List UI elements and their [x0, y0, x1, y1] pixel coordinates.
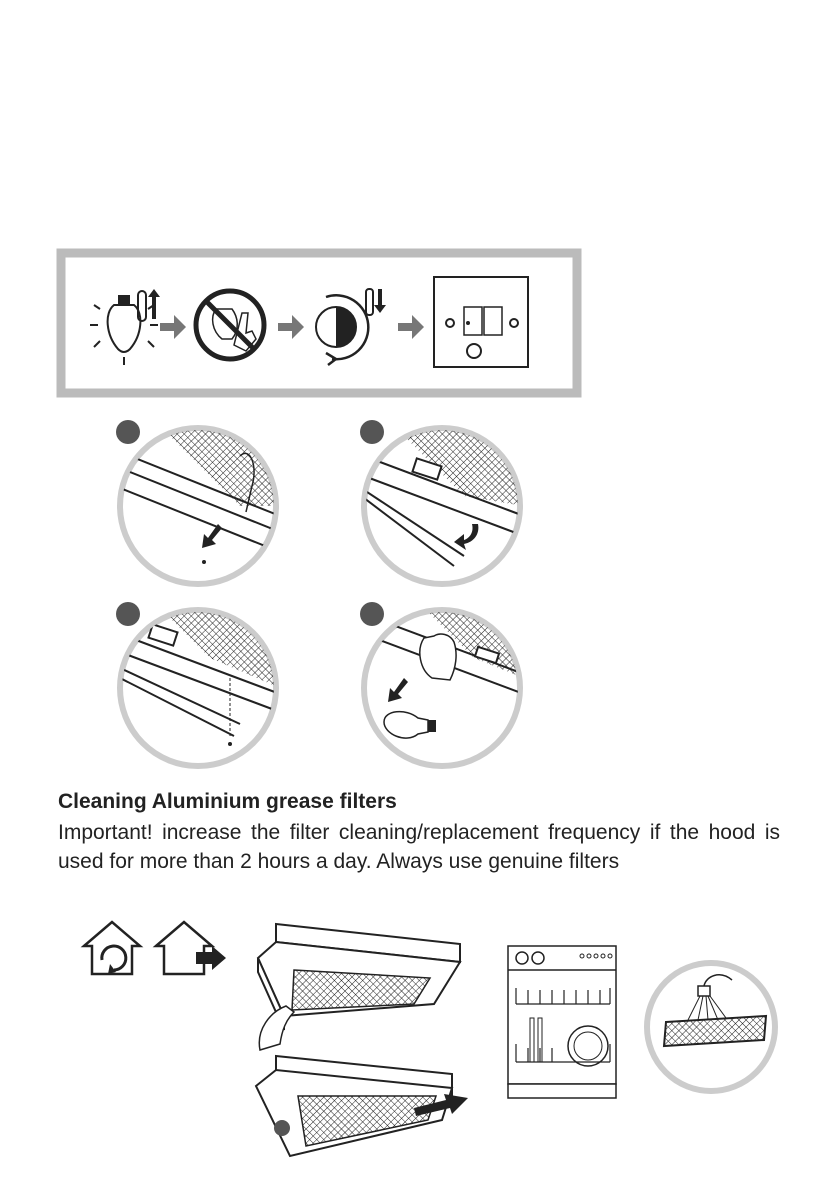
arrow-right-icon [160, 315, 186, 339]
recirculation-mode-icon [84, 922, 140, 974]
step-2-slide-cover [354, 416, 530, 588]
section-title: Cleaning Aluminium grease filters [58, 790, 397, 813]
arrow-right-icon [278, 315, 304, 339]
step-3-lower-cover [110, 598, 286, 770]
wall-switch-icon [434, 277, 528, 367]
important-notice: Important! increase the filter cleaning/replacement frequency if the hood is used for more than 2 hours a day. Always use genuine filters [58, 821, 780, 873]
safety-warning-panel [56, 247, 582, 399]
extraction-mode-icon [156, 922, 226, 974]
no-touch-icon [196, 291, 264, 359]
step-4-replace-bulb [354, 598, 530, 770]
step-badge [360, 420, 384, 444]
step-badge [116, 602, 140, 626]
step-1-remove-cover [110, 416, 286, 588]
step-badge [360, 602, 384, 626]
wait-cool-icon [316, 289, 386, 365]
arrow-right-icon [398, 315, 424, 339]
hot-bulb-icon [90, 289, 160, 365]
house-mode-icons [80, 918, 228, 978]
dishwasher-icon [506, 944, 618, 1100]
step-badge [116, 420, 140, 444]
hand-wash-icon [640, 956, 782, 1098]
remove-filter-illustration [246, 920, 474, 1164]
